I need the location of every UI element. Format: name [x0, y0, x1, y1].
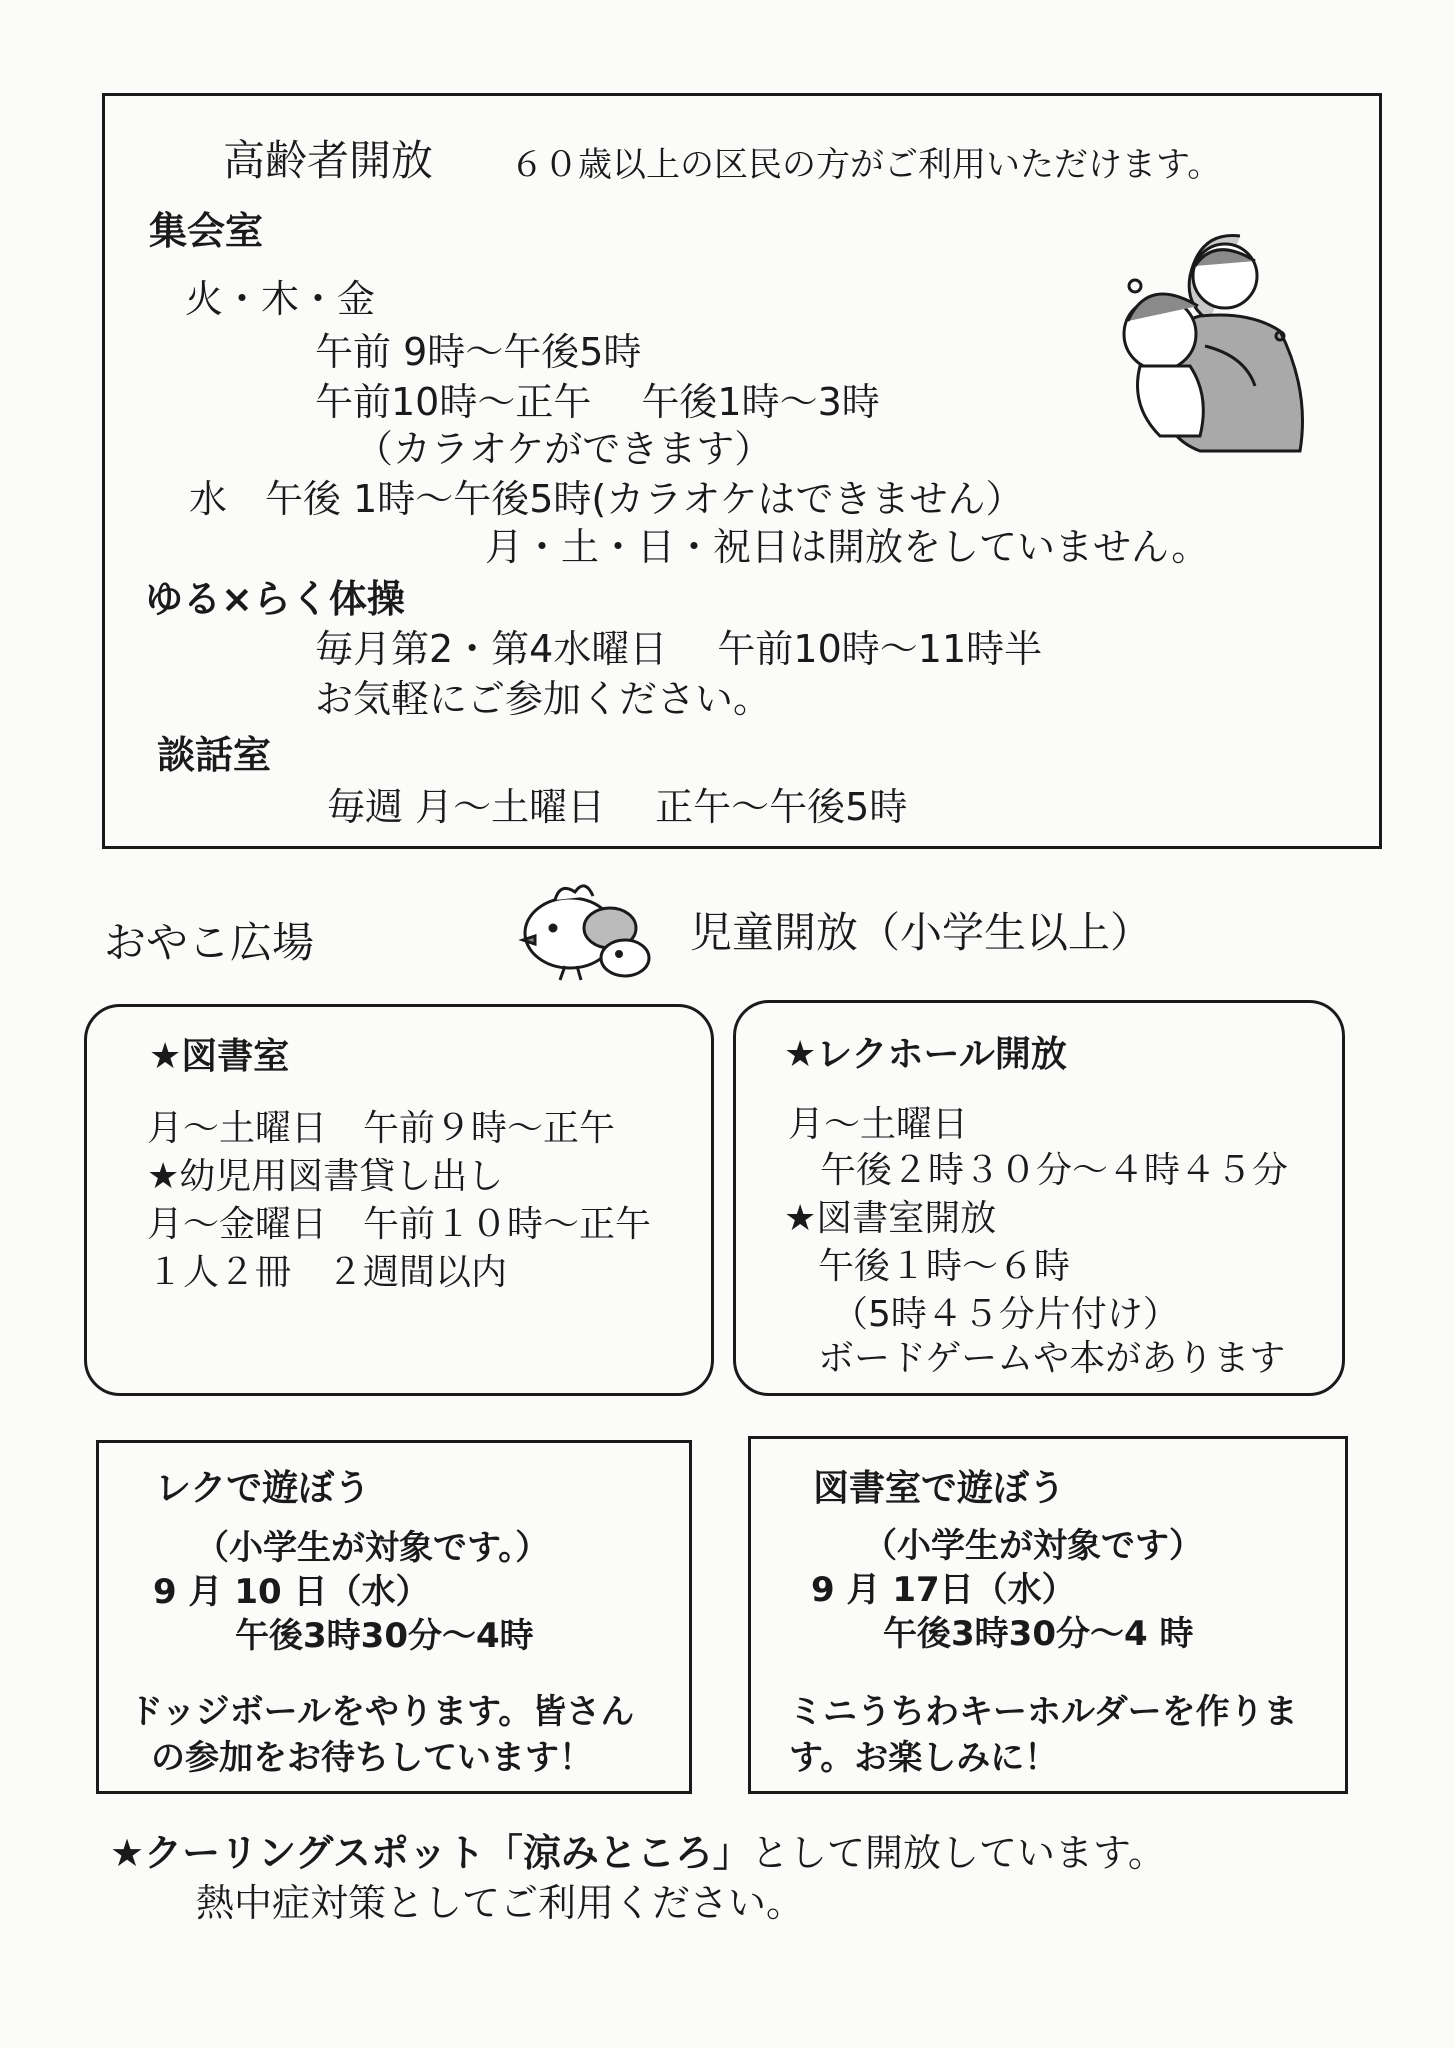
- library-section: [84, 1004, 714, 1396]
- meeting-room-hours-1: 午前 9時～午後5時: [315, 330, 642, 374]
- meeting-room-wed: 水 午後 1時～午後5時(カラオケはできません）: [189, 477, 1024, 521]
- lib-play-target: （小学生が対象です）: [863, 1526, 1203, 1566]
- cooling-spot-line-1: [110, 1830, 1166, 1876]
- toddler-lending-hours: 月～金曜日 午前１０時～正午: [147, 1204, 652, 1245]
- rec-play-desc-1: ドッジボールをやります。皆さん: [129, 1692, 635, 1732]
- senior-section: [102, 93, 1382, 849]
- karaoke-note: （カラオケができます）: [355, 427, 773, 471]
- rec-play-heading: レクで遊ぼう: [155, 1468, 371, 1509]
- rec-play-section: [96, 1440, 692, 1794]
- meeting-room-heading: 集会室: [149, 209, 264, 253]
- rec-hall-hours: 午後２時３０分～４時４５分: [820, 1150, 1289, 1191]
- rec-play-desc-2: の参加をお待ちしています！: [151, 1738, 593, 1778]
- rec-hall-section: [733, 1000, 1345, 1396]
- lib-play-heading: 図書室で遊ぼう: [813, 1468, 1066, 1509]
- exercise-heading: ゆる×らく体操: [145, 577, 405, 621]
- jidou-title: 児童開放（小学生以上）: [690, 908, 1153, 957]
- rec-play-time: 午後3時30分～4時: [235, 1616, 534, 1656]
- toddler-lending-limit: １人２冊 ２週間以内: [147, 1252, 508, 1293]
- meeting-room-days: 火・木・金: [185, 277, 376, 321]
- lounge-heading: 談話室: [157, 733, 272, 777]
- bird-mascot-illustration: [515, 878, 665, 988]
- exercise-invite: お気軽にご参加ください。: [315, 677, 772, 721]
- library-open-hours: 午後１時～６時: [818, 1246, 1071, 1287]
- lib-play-date: 9 月 17日（水）: [811, 1570, 1076, 1610]
- exercise-schedule: 毎月第2・第4水曜日 午前10時～11時半: [315, 627, 1043, 671]
- rec-play-date: 9 月 10 日（水）: [153, 1572, 430, 1612]
- cleanup-note: （5時４５分片付け）: [832, 1294, 1179, 1335]
- cooling-spot-line-2: 熱中症対策としてご利用ください。: [196, 1881, 805, 1925]
- lib-play-desc-2: す。お楽しみに！: [789, 1738, 1059, 1778]
- lounge-hours: 毎週 月～土曜日 正午～午後5時: [327, 785, 908, 829]
- oyako-title: おやこ広場: [104, 918, 315, 967]
- rec-play-target: （小学生が対象です。）: [195, 1528, 550, 1568]
- senior-subtitle: ６０歳以上の区民の方がご利用いただけます。: [510, 145, 1222, 185]
- rec-hall-heading: ★レクホール開放: [784, 1034, 1067, 1075]
- meeting-room-hours-2: 午前10時～正午 午後1時～3時: [315, 380, 880, 424]
- toddler-lending-heading: ★幼児用図書貸し出し: [147, 1156, 504, 1197]
- meeting-room-closed: 月・土・日・祝日は開放をしていません。: [485, 525, 1210, 569]
- library-heading: ★図書室: [149, 1036, 290, 1077]
- rec-hall-days: 月～土曜日: [788, 1104, 969, 1145]
- lib-play-section: [748, 1436, 1348, 1794]
- board-games-note: ボードゲームや本があります: [818, 1338, 1286, 1379]
- library-open-heading: ★図書室開放: [784, 1198, 997, 1239]
- cooling-spot-label: ★クーリングスポット「涼みところ」: [110, 1831, 751, 1875]
- mother-child-hug-illustration: [1090, 216, 1310, 456]
- library-hours: 月～土曜日 午前９時～正午: [147, 1108, 616, 1149]
- lib-play-desc-1: ミニうちわキーホルダーを作りま: [789, 1692, 1298, 1732]
- lib-play-time: 午後3時30分～4 時: [883, 1614, 1194, 1654]
- cooling-spot-open-text: として開放しています。: [750, 1831, 1166, 1875]
- senior-title: 高齢者開放: [223, 136, 434, 185]
